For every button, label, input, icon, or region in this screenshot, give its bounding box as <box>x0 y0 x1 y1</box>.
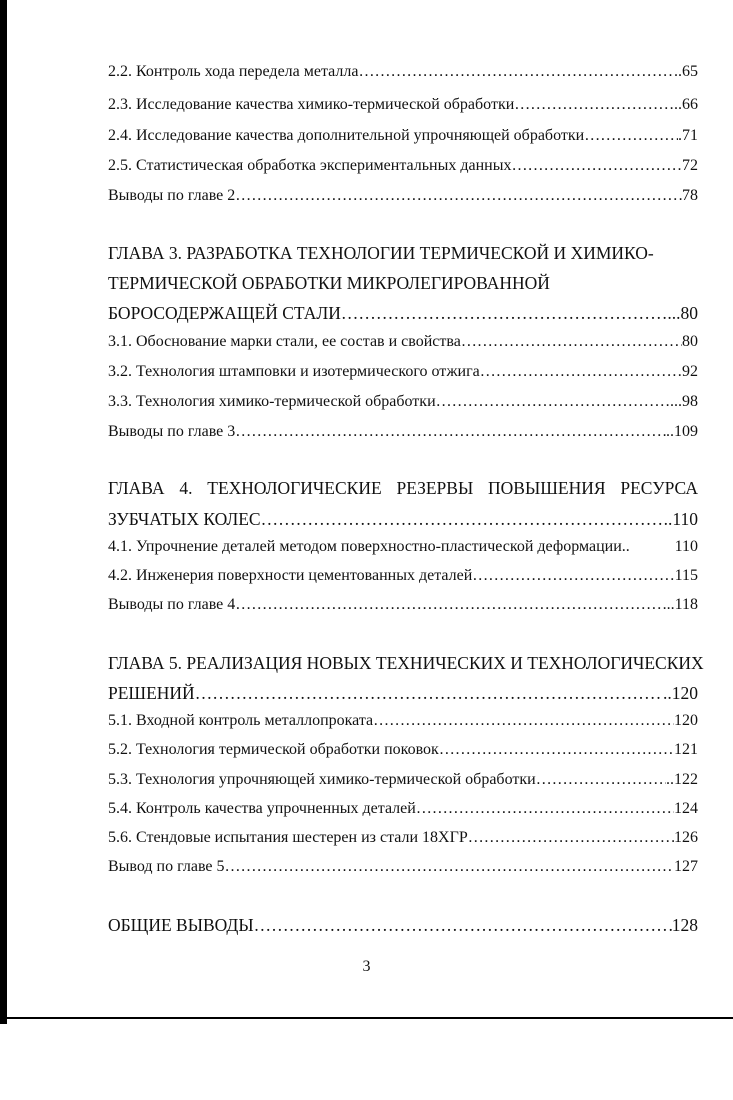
page-ref: 124 <box>674 800 698 817</box>
dot-leader <box>341 303 668 324</box>
dot-leader <box>511 157 682 175</box>
page-ref: ...118 <box>662 596 698 613</box>
page-ref: 120 <box>674 712 698 729</box>
chapter-4-heading-line-1: ГЛАВА 4. ТЕХНОЛОГИЧЕСКИЕ РЕЗЕРВЫ ПОВЫШЕНИЯ РЕСУРСА <box>108 478 698 498</box>
dot-leader <box>584 127 678 145</box>
page-ref: ..109 <box>666 423 698 440</box>
toc-entry-3-2[interactable]: 3.2. Технология штамповки и изотермического отжига …………………………………………………………………………………………………………………………………………………………………………………… 92 <box>108 363 698 387</box>
dot-leader <box>195 683 663 704</box>
toc-entry-5-1[interactable]: 5.1. Входной контроль металлопроката …………………………………………………………………………………………………………………………………………………………………………………… 120 <box>108 712 698 736</box>
toc-entry-5-6[interactable]: 5.6. Стендовые испытания шестерен из стали 18ХГР …………………………………………………………………………………………………………………………………………………………………………………… 126 <box>108 829 698 853</box>
toc-entry-2-4[interactable]: 2.4. Исследование качества дополнительной упрочняющей обработки …………………………………………………………………………………………………………………………………………………………………………………… .71 <box>108 127 698 151</box>
dot-leader <box>261 509 664 530</box>
page-ref: 72 <box>682 157 698 174</box>
page-ref: ...80 <box>667 303 698 323</box>
page-ref: 121 <box>674 741 698 758</box>
dot-leader <box>235 187 682 205</box>
dot-leader <box>480 363 682 381</box>
toc-entry-conclusions-2[interactable]: Выводы по главе 2 …………………………………………………………………………………………………………………………………………………………………………………… 78 <box>108 187 698 211</box>
toc-entry-general-conclusions[interactable]: ОБЩИЕ ВЫВОДЫ …………………………………………………………………………………………………………………………………………………………………………………… 128 <box>108 915 698 939</box>
page-ref: 128 <box>671 915 698 935</box>
page-ref: .71 <box>678 127 698 144</box>
page-ref: 78 <box>682 187 698 204</box>
toc-entry-5-2[interactable]: 5.2. Технология термической обработки поковок …………………………………………………………………………………………………………………………………………………………………………………… 121 <box>108 741 698 765</box>
toc-entry-3-3[interactable]: 3.3. Технология химико-термической обработки …………………………………………………………………………………………………………………………………………………………………………………… ...98 <box>108 393 698 417</box>
toc-entry-3-1[interactable]: 3.1. Обоснование марки стали, ее состав и свойства …………………………………………………………………………………………………………………………………………………………………………………… 80 <box>108 333 698 357</box>
dot-leader <box>235 596 662 614</box>
page-ref: ..122 <box>666 771 698 788</box>
page-ref: ..66 <box>674 96 698 113</box>
page-ref: ..120 <box>663 683 698 703</box>
dot-leader <box>235 423 666 441</box>
chapter-3-heading-line-1: ГЛАВА 3. РАЗРАБОТКА ТЕХНОЛОГИИ ТЕРМИЧЕСКОЙ И ХИМИКО- <box>108 243 654 263</box>
dot-leader <box>225 858 674 876</box>
dot-leader <box>416 800 674 818</box>
page-ref: ..110 <box>663 509 698 529</box>
page-ref: 127 <box>674 858 698 875</box>
toc-entry-chapter-5[interactable]: РЕШЕНИЙ …………………………………………………………………………………………………………………………………………………………………………………… ..120 <box>108 683 698 707</box>
page-ref: 110 <box>674 538 698 555</box>
chapter-5-heading-line-1: ГЛАВА 5. РЕАЛИЗАЦИЯ НОВЫХ ТЕХНИЧЕСКИХ И ТЕХНОЛОГИЧЕСКИХ <box>108 653 704 673</box>
dot-leader <box>461 333 682 351</box>
chapter-3-heading-line-2: ТЕРМИЧЕСКОЙ ОБРАБОТКИ МИКРОЛЕГИРОВАННОЙ <box>108 273 550 293</box>
dot-leader <box>436 393 670 411</box>
page-ref: 126 <box>674 829 698 846</box>
toc-entry-conclusions-3[interactable]: Выводы по главе 3 …………………………………………………………………………………………………………………………………………………………………………………… ..109 <box>108 423 698 447</box>
scan-edge-left <box>0 0 7 1024</box>
toc-entry-5-4[interactable]: 5.4. Контроль качества упрочненных деталей …………………………………………………………………………………………………………………………………………………………………………………… 124 <box>108 800 698 824</box>
page-number: 3 <box>362 958 371 975</box>
toc-entry-chapter-4[interactable]: ЗУБЧАТЫХ КОЛЕС …………………………………………………………………………………………………………………………………………………………………………………… ..110 <box>108 509 698 533</box>
dot-leader <box>468 829 674 847</box>
toc-entry-2-5[interactable]: 2.5. Статистическая обработка экспериментальных данных …………………………………………………………………………………………………………………………………………………………………………………… 72 <box>108 157 698 181</box>
dot-leader <box>373 712 674 730</box>
dot-leader <box>472 567 674 585</box>
dot-leader <box>536 771 666 789</box>
dot-leader <box>254 915 672 936</box>
dot-leader <box>514 96 674 114</box>
page-ref: ...98 <box>670 393 698 410</box>
toc-entry-4-1[interactable]: 4.1. Упрочнение деталей методом поверхностно-пластической деформации.. 110 <box>108 538 698 555</box>
page-ref: 80 <box>682 333 698 350</box>
dot-leader <box>439 741 674 759</box>
toc-entry-chapter-3[interactable]: БОРОСОДЕРЖАЩЕЙ СТАЛИ …………………………………………………………………………………………………………………………………………………………………………………… ...80 <box>108 303 698 327</box>
toc-entry-2-3[interactable]: 2.3. Исследование качества химико-термической обработки …………………………………………………………………………………………………………………………………………………………………………………… ..66 <box>108 96 698 120</box>
toc-entry-2-2[interactable]: 2.2. Контроль хода передела металла …………………………………………………………………………………………………………………………………………………………………………………… ..65 <box>108 63 698 87</box>
page-ref: ..65 <box>674 63 698 80</box>
dot-leader <box>358 63 674 81</box>
toc-entry-4-2[interactable]: 4.2. Инженерия поверхности цементованных деталей …………………………………………………………………………………………………………………………………………………………………………………… 115 <box>108 567 698 591</box>
toc-entry-conclusions-4[interactable]: Выводы по главе 4 …………………………………………………………………………………………………………………………………………………………………………………… ...118 <box>108 596 698 620</box>
toc-entry-conclusions-5[interactable]: Вывод по главе 5 …………………………………………………………………………………………………………………………………………………………………………………… 127 <box>108 858 698 882</box>
page-ref: 92 <box>682 363 698 380</box>
page-ref: 115 <box>674 567 698 584</box>
toc-entry-5-3[interactable]: 5.3. Технология упрочняющей химико-термической обработки …………………………………………………………………………………………………………………………………………………………………………………… ..122 <box>108 771 698 795</box>
scan-edge-bottom <box>0 1017 733 1019</box>
